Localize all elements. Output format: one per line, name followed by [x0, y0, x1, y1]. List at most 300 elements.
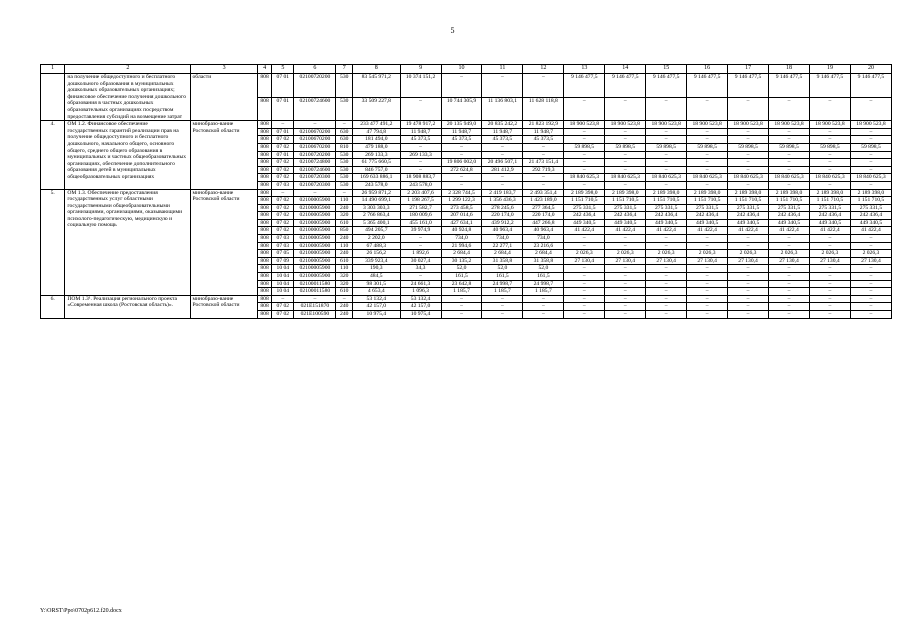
table-cell: 20 135 949,0: [441, 121, 482, 129]
table-cell: 339 923,4: [353, 257, 401, 265]
table-cell: 24 998,7: [482, 280, 523, 288]
table-cell: 610: [336, 219, 353, 227]
table-cell: –: [769, 166, 810, 174]
table-cell: 734,0: [441, 235, 482, 243]
table-cell: –: [850, 288, 891, 296]
table-cell: –: [646, 235, 687, 243]
table-cell: 2 203 407,6: [400, 189, 441, 197]
table-cell: 9 146 477,5: [564, 74, 605, 98]
table-cell: –: [400, 166, 441, 174]
table-cell: –: [850, 280, 891, 288]
responsible-executor: области: [191, 74, 257, 121]
table-cell: 271 582,7: [400, 204, 441, 212]
table-cell: 02100724600: [294, 97, 336, 121]
table-cell: 449 340,5: [687, 219, 728, 227]
table-cell: 320: [336, 212, 353, 220]
column-number-17: 17: [728, 65, 769, 74]
table-cell: 207 014,6: [441, 212, 482, 220]
item-number: [41, 74, 65, 121]
table-cell: –: [809, 265, 850, 273]
table-cell: 18 840 625,3: [728, 174, 769, 182]
table-cell: 02100670200: [294, 136, 336, 144]
table-cell: –: [850, 151, 891, 159]
table-cell: –: [646, 136, 687, 144]
measure-name: на получение общедоступного и бесплатного дошкольного образования в муниципальных дошкольных образовательных организациях; финансовое обеспечение получения дошкольного образования в частных дошкольных образовательных организациях посредством предоставления субсидий на возмещение затрат: [65, 74, 191, 121]
table-cell: –: [809, 97, 850, 121]
table-cell: –: [441, 174, 482, 182]
table-cell: 10 04: [272, 265, 294, 273]
column-number-18: 18: [769, 65, 810, 74]
table-cell: 240: [336, 303, 353, 311]
table-cell: 275 331,5: [809, 204, 850, 212]
column-number-4: 4: [257, 65, 271, 74]
table-cell: 47 794,8: [353, 128, 401, 136]
table-cell: –: [769, 295, 810, 303]
table-cell: 439 912,2: [482, 219, 523, 227]
table-cell: 190,3: [353, 265, 401, 273]
table-cell: –: [564, 303, 605, 311]
table-cell: 07 02: [272, 174, 294, 182]
table-cell: 449 340,5: [646, 219, 687, 227]
table-cell: –: [646, 242, 687, 250]
table-cell: 02100005900: [294, 204, 336, 212]
measure-name: ОМ 1.2. Финансовое обеспечение государственных гарантий реализации прав на получение общедоступного и бесплатного дошкольного, начального общего, основного общего, среднего общего образования в муниципальных и частных общеобразовательных организациях, обеспечение дополнительного образования детей в муниципальных общеобразовательных организациях: [65, 121, 191, 189]
table-cell: –: [809, 242, 850, 250]
table-cell: 530: [336, 166, 353, 174]
table-cell: –: [482, 303, 523, 311]
item-number: 4.: [41, 121, 65, 189]
table-cell: 9 146 477,5: [769, 74, 810, 98]
table-cell: –: [646, 273, 687, 281]
table-cell: 808: [257, 159, 271, 167]
table-cell: 31 358,8: [523, 257, 564, 265]
table-cell: 1 185,7: [523, 288, 564, 296]
table-cell: 14 490 699,1: [353, 197, 401, 205]
table-cell: –: [687, 280, 728, 288]
table-cell: 07 01: [272, 74, 294, 98]
table-cell: 53 132,4: [400, 295, 441, 303]
table-cell: –: [687, 151, 728, 159]
table-cell: 277 364,5: [523, 204, 564, 212]
table-cell: –: [769, 265, 810, 273]
table-cell: –: [564, 288, 605, 296]
table-cell: 52,0: [441, 265, 482, 273]
table-cell: 02100005900: [294, 273, 336, 281]
table-cell: 808: [257, 166, 271, 174]
table-cell: 9 146 477,5: [728, 74, 769, 98]
column-number-10: 10: [441, 65, 482, 74]
table-cell: 07 02: [272, 212, 294, 220]
table-cell: 808: [257, 311, 271, 319]
table-cell: 10 04: [272, 280, 294, 288]
table-cell: 18 900 523,8: [728, 121, 769, 129]
table-cell: –: [482, 295, 523, 303]
table-cell: –: [605, 159, 646, 167]
table-cell: 1 423 189,0: [523, 197, 564, 205]
table-cell: 61 775 660,5: [353, 159, 401, 167]
table-cell: –: [850, 128, 891, 136]
table-cell: –: [336, 189, 353, 197]
table-cell: 220 174,0: [523, 212, 564, 220]
table-cell: 11 628 118,8: [523, 97, 564, 121]
table-cell: 630: [336, 128, 353, 136]
table-cell: –: [850, 159, 891, 167]
table-cell: –: [523, 174, 564, 182]
table-cell: 20 835 242,2: [482, 121, 523, 129]
table-cell: 07 01: [272, 128, 294, 136]
table-cell: 808: [257, 235, 271, 243]
table-cell: 2 189 398,0: [809, 189, 850, 197]
table-cell: 161,5: [523, 273, 564, 281]
table-cell: 11 948,7: [523, 128, 564, 136]
table-cell: –: [605, 295, 646, 303]
table-row: [41, 295, 892, 303]
table-cell: 1 151 710,5: [728, 197, 769, 205]
table-cell: 808: [257, 288, 271, 296]
table-cell: 42 157,0: [400, 303, 441, 311]
table-cell: 02100011580: [294, 280, 336, 288]
table-cell: 808: [257, 174, 271, 182]
table-cell: 59 898,5: [564, 143, 605, 151]
table-cell: –: [728, 128, 769, 136]
table-cell: 22 277,1: [482, 242, 523, 250]
table-cell: 273 458,5: [441, 204, 482, 212]
table-cell: –: [294, 295, 336, 303]
table-cell: 9 146 477,5: [605, 74, 646, 98]
table-cell: 27 130,4: [850, 257, 891, 265]
column-number-3: 3: [191, 65, 257, 74]
table-cell: 07 02: [272, 143, 294, 151]
table-cell: –: [769, 280, 810, 288]
table-cell: 40 963,4: [523, 227, 564, 235]
table-cell: 59 898,5: [605, 143, 646, 151]
table-cell: 07 02: [272, 303, 294, 311]
table-cell: 18 908 883,7: [400, 174, 441, 182]
table-cell: 610: [336, 288, 353, 296]
table-cell: –: [336, 121, 353, 129]
table-cell: 242 436,4: [728, 212, 769, 220]
table-cell: –: [728, 151, 769, 159]
table-cell: 808: [257, 227, 271, 235]
table-cell: 07 02: [272, 227, 294, 235]
table-cell: 427 634,1: [441, 219, 482, 227]
table-cell: 447 266,8: [523, 219, 564, 227]
table-row: [41, 74, 892, 98]
table-cell: –: [850, 136, 891, 144]
table-cell: –: [687, 242, 728, 250]
table-cell: –: [769, 136, 810, 144]
table-cell: 07 03: [272, 181, 294, 189]
table-cell: 02100005900: [294, 265, 336, 273]
table-cell: 27 130,4: [605, 257, 646, 265]
table-cell: –: [523, 303, 564, 311]
table-cell: 808: [257, 189, 271, 197]
table-cell: –: [728, 166, 769, 174]
table-cell: 2 026,3: [687, 250, 728, 258]
table-cell: 808: [257, 204, 271, 212]
table-cell: 275 331,5: [605, 204, 646, 212]
table-cell: –: [482, 74, 523, 98]
table-cell: 2 026,3: [728, 250, 769, 258]
responsible-executor: минобразо-вание Ростовской области: [191, 189, 257, 295]
table-cell: –: [728, 181, 769, 189]
table-cell: 33 509 227,8: [353, 97, 401, 121]
table-cell: –: [728, 273, 769, 281]
table-cell: –: [564, 97, 605, 121]
table-cell: –: [728, 303, 769, 311]
column-number-13: 13: [564, 65, 605, 74]
table-cell: 530: [336, 151, 353, 159]
table-cell: 494 205,7: [353, 227, 401, 235]
table-cell: 41 422,4: [850, 227, 891, 235]
table-cell: 2 189 398,0: [687, 189, 728, 197]
column-number-11: 11: [482, 65, 523, 74]
responsible-executor: минобразо-вание Ростовской области: [191, 295, 257, 318]
column-number-6: 6: [294, 65, 336, 74]
table-cell: –: [687, 136, 728, 144]
table-cell: –: [769, 303, 810, 311]
table-cell: –: [564, 159, 605, 167]
table-cell: 07 03: [272, 242, 294, 250]
table-cell: –: [850, 265, 891, 273]
table-cell: –: [400, 242, 441, 250]
table-cell: 07 03: [272, 235, 294, 243]
table-cell: 40 924,8: [441, 227, 482, 235]
table-cell: –: [605, 128, 646, 136]
table-cell: 1 151 710,5: [850, 197, 891, 205]
table-cell: –: [523, 74, 564, 98]
table-cell: 530: [336, 159, 353, 167]
table-cell: 98 301,5: [353, 280, 401, 288]
table-cell: 67 488,3: [353, 242, 401, 250]
table-cell: –: [687, 159, 728, 167]
table-cell: 1 151 710,5: [809, 197, 850, 205]
table-cell: 21 823 192,9: [523, 121, 564, 129]
table-cell: –: [769, 288, 810, 296]
table-cell: 1 198 267,5: [400, 197, 441, 205]
table-cell: –: [809, 151, 850, 159]
table-cell: 18 900 523,8: [809, 121, 850, 129]
table-cell: 5 365 400,1: [353, 219, 401, 227]
table-cell: 02100670200: [294, 143, 336, 151]
table-cell: 242 436,4: [809, 212, 850, 220]
table-cell: –: [646, 311, 687, 319]
table-cell: –: [564, 311, 605, 319]
table-cell: –: [294, 189, 336, 197]
table-cell: –: [441, 181, 482, 189]
table-cell: 21 994,6: [441, 242, 482, 250]
table-cell: 24 998,7: [523, 280, 564, 288]
table-cell: 59 898,5: [809, 143, 850, 151]
table-cell: 59 898,5: [646, 143, 687, 151]
table-cell: 07 02: [272, 219, 294, 227]
table-cell: 2 766 863,4: [353, 212, 401, 220]
table-cell: –: [272, 121, 294, 129]
table-cell: 45 373,5: [482, 136, 523, 144]
table-cell: 808: [257, 219, 271, 227]
table-cell: –: [482, 311, 523, 319]
table-cell: –: [605, 151, 646, 159]
table-cell: 2 419 183,7: [482, 189, 523, 197]
table-cell: 161,5: [441, 273, 482, 281]
table-cell: 240: [336, 250, 353, 258]
table-cell: 41 422,4: [769, 227, 810, 235]
table-cell: –: [564, 265, 605, 273]
table-cell: –: [564, 136, 605, 144]
footer-file-path: Y:\ORST\Ppo\0702p612.f20.docx: [40, 608, 122, 614]
table-cell: 484,5: [353, 273, 401, 281]
table-cell: –: [850, 303, 891, 311]
table-cell: 18 900 523,8: [605, 121, 646, 129]
table-cell: –: [441, 311, 482, 319]
table-cell: 808: [257, 128, 271, 136]
table-cell: 07 09: [272, 257, 294, 265]
table-cell: –: [441, 74, 482, 98]
table-cell: 240: [336, 311, 353, 319]
table-cell: 18 840 625,3: [809, 174, 850, 182]
table-cell: –: [646, 97, 687, 121]
table-cell: –: [687, 128, 728, 136]
table-cell: 9 146 477,5: [850, 74, 891, 98]
table-cell: –: [850, 166, 891, 174]
table-cell: 530: [336, 181, 353, 189]
column-number-1: 1: [41, 65, 65, 74]
table-cell: 269 133,3: [353, 151, 401, 159]
table-cell: 530: [336, 74, 353, 98]
table-cell: 59 898,5: [769, 143, 810, 151]
table-cell: –: [809, 128, 850, 136]
column-number-12: 12: [523, 65, 564, 74]
table-cell: 02100720200: [294, 74, 336, 98]
table-cell: 530: [336, 174, 353, 182]
table-cell: –: [564, 151, 605, 159]
table-cell: –: [850, 181, 891, 189]
table-cell: 52,0: [523, 265, 564, 273]
table-cell: 161,5: [482, 273, 523, 281]
table-cell: 2 684,4: [441, 250, 482, 258]
column-number-16: 16: [687, 65, 728, 74]
column-number-20: 20: [850, 65, 891, 74]
table-cell: 4 653,4: [353, 288, 401, 296]
table-cell: –: [809, 311, 850, 319]
table-cell: –: [400, 97, 441, 121]
table-cell: 31 358,8: [482, 257, 523, 265]
table-cell: 808: [257, 121, 271, 129]
table-cell: 10 975,4: [400, 311, 441, 319]
table-cell: 2 189 398,0: [646, 189, 687, 197]
table-cell: 449 340,5: [728, 219, 769, 227]
table-cell: 1 151 710,5: [687, 197, 728, 205]
table-cell: –: [523, 151, 564, 159]
table-cell: –: [728, 97, 769, 121]
column-number-9: 9: [400, 65, 441, 74]
table-cell: 27 130,4: [564, 257, 605, 265]
table-cell: 19 806 002,0: [441, 159, 482, 167]
table-cell: –: [605, 136, 646, 144]
table-cell: 42 157,0: [353, 303, 401, 311]
table-cell: 18 840 625,3: [646, 174, 687, 182]
table-cell: 27 130,4: [769, 257, 810, 265]
table-cell: 275 331,5: [687, 204, 728, 212]
table-cell: 18 900 523,8: [687, 121, 728, 129]
table-row: [41, 189, 892, 197]
table-cell: –: [687, 273, 728, 281]
table-cell: –: [523, 295, 564, 303]
table-cell: 19 478 917,2: [400, 121, 441, 129]
table-cell: –: [646, 303, 687, 311]
table-cell: –: [769, 273, 810, 281]
table-cell: 10 975,4: [353, 311, 401, 319]
table-cell: –: [646, 280, 687, 288]
table-cell: –: [809, 181, 850, 189]
table-cell: –: [523, 311, 564, 319]
table-cell: –: [482, 181, 523, 189]
table-cell: –: [809, 136, 850, 144]
table-cell: 180 009,6: [400, 212, 441, 220]
table-cell: –: [687, 181, 728, 189]
table-cell: –: [809, 159, 850, 167]
table-cell: 07 02: [272, 311, 294, 319]
table-cell: –: [687, 295, 728, 303]
table-cell: 242 436,4: [646, 212, 687, 220]
table-cell: 10 374 151,2: [400, 74, 441, 98]
table-cell: 02100005900: [294, 197, 336, 205]
table-cell: –: [605, 273, 646, 281]
table-cell: –: [809, 280, 850, 288]
table-cell: –: [728, 265, 769, 273]
table-cell: 07 01: [272, 151, 294, 159]
table-cell: 808: [257, 136, 271, 144]
table-cell: 27 130,4: [728, 257, 769, 265]
table-cell: –: [523, 181, 564, 189]
table-cell: –: [564, 273, 605, 281]
table-cell: –: [564, 181, 605, 189]
table-cell: 449 340,5: [850, 219, 891, 227]
table-cell: 2 189 398,0: [850, 189, 891, 197]
table-cell: 26 156,2: [353, 250, 401, 258]
table-cell: 610: [336, 257, 353, 265]
table-cell: 808: [257, 280, 271, 288]
table-cell: 808: [257, 250, 271, 258]
table-cell: 1 185,7: [441, 288, 482, 296]
table-cell: –: [687, 311, 728, 319]
table-cell: 02100005900: [294, 242, 336, 250]
table-row: [41, 121, 892, 129]
table-cell: 18 900 523,8: [646, 121, 687, 129]
table-cell: 242 436,4: [850, 212, 891, 220]
table-cell: 630: [336, 136, 353, 144]
table-cell: 45 373,5: [400, 136, 441, 144]
table-cell: 734,0: [523, 235, 564, 243]
table-cell: 810: [336, 143, 353, 151]
table-cell: 07 02: [272, 204, 294, 212]
table-cell: 9 146 477,5: [809, 74, 850, 98]
table-cell: –: [400, 273, 441, 281]
table-cell: –: [605, 242, 646, 250]
table-cell: –: [687, 235, 728, 243]
table-cell: –: [605, 181, 646, 189]
table-cell: 23 216,6: [523, 242, 564, 250]
table-cell: –: [482, 143, 523, 151]
table-cell: 02100005900: [294, 250, 336, 258]
table-cell: 02100670200: [294, 128, 336, 136]
table-cell: 850: [336, 227, 353, 235]
table-cell: 808: [257, 295, 271, 303]
table-cell: 1 185,7: [482, 288, 523, 296]
table-cell: 808: [257, 181, 271, 189]
table-cell: –: [605, 97, 646, 121]
table-cell: 2 189 398,0: [564, 189, 605, 197]
